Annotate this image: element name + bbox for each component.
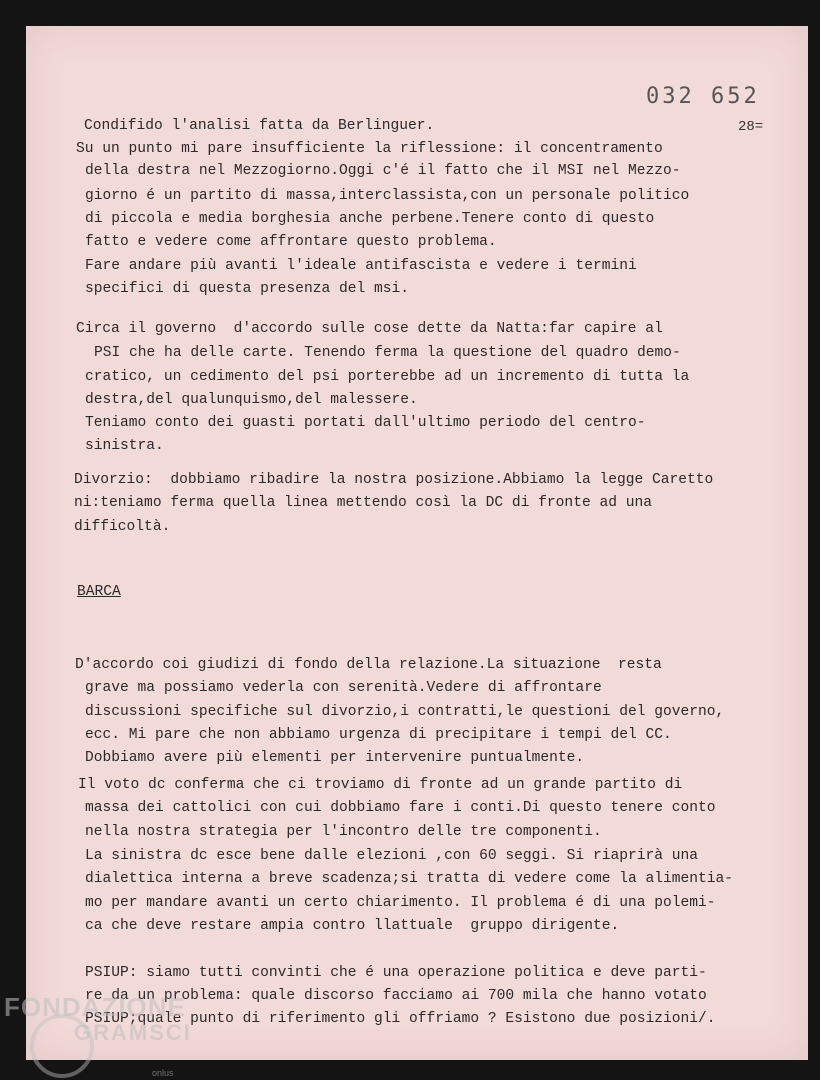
fondazione-gramsci-watermark bbox=[0, 988, 200, 1080]
text-line: Il voto dc conferma che ci troviamo di fronte ad un grande partito di bbox=[78, 777, 683, 793]
text-line: mo per mandare avanti un certo chiarimento. Il problema é di una polemi- bbox=[85, 895, 716, 911]
text-line: PSI che ha delle carte. Tenendo ferma la questione del quadro demo- bbox=[94, 345, 681, 361]
text-line: La sinistra dc esce bene dalle elezioni ,con 60 seggi. Si riaprirà una bbox=[85, 848, 699, 864]
document-page bbox=[26, 26, 808, 1060]
page-number: 28= bbox=[738, 119, 764, 135]
text-line: difficoltà. bbox=[74, 519, 171, 535]
text-line: Divorzio: dobbiamo ribadire la nostra posizione.Abbiamo la legge Caretto bbox=[74, 472, 714, 488]
text-line: dialettica interna a breve scadenza;si tratta di vedere come la alimentia- bbox=[85, 871, 734, 887]
text-line: fatto e vedere come affrontare questo problema. bbox=[85, 234, 497, 250]
text-line: destra,del qualunquismo,del malessere. bbox=[85, 392, 418, 408]
text-line: Dobbiamo avere più elementi per intervenire puntualmente. bbox=[85, 750, 585, 766]
text-line: Condifido l'analisi fatta da Berlinguer. bbox=[84, 118, 435, 134]
text-line: discussioni specifiche sul divorzio,i contratti,le questioni del governo, bbox=[85, 704, 725, 720]
text-line: giorno é un partito di massa,interclassista,con un personale politico bbox=[85, 188, 690, 204]
text-line: Circa il governo d'accordo sulle cose dette da Natta:far capire al bbox=[76, 321, 663, 337]
archive-stamp: 032 652 bbox=[646, 84, 760, 109]
text-line: PSIUP: siamo tutti convinti che é una operazione politica e deve parti- bbox=[85, 965, 707, 981]
watermark-line-2: GRAMSCI bbox=[74, 1020, 192, 1045]
watermark-line-1: FONDAZIONE bbox=[4, 992, 186, 1022]
text-line: specifici di questa presenza del msi. bbox=[85, 281, 410, 297]
text-line: D'accordo coi giudizi di fondo della relazione.La situazione resta bbox=[75, 657, 662, 673]
text-line: PSIUP;quale punto di riferimento gli offriamo ? Esistono due posizioni/. bbox=[85, 1011, 716, 1027]
text-line: di piccola e media borghesia anche perbene.Tenere conto di questo bbox=[85, 211, 655, 227]
text-line: grave ma possiamo vederla con serenità.Vedere di affrontare bbox=[85, 680, 602, 696]
text-line: ca che deve restare ampia contro llattuale gruppo dirigente. bbox=[85, 918, 620, 934]
section-heading: BARCA bbox=[77, 584, 121, 600]
text-line: nella nostra strategia per l'incontro delle tre componenti. bbox=[85, 824, 602, 840]
text-line: cratico, un cedimento del psi porterebbe ad un incremento di tutta la bbox=[85, 369, 690, 385]
text-line: sinistra. bbox=[85, 438, 164, 454]
text-line: Su un punto mi pare insufficiente la riflessione: il concentramento bbox=[76, 141, 663, 157]
text-line: ni:teniamo ferma quella linea mettendo così la DC di fronte ad una bbox=[74, 495, 653, 511]
text-line: Teniamo conto dei guasti portati dall'ultimo periodo del centro- bbox=[85, 415, 646, 431]
text-line: della destra nel Mezzogiorno.Oggi c'é il fatto che il MSI nel Mezzo- bbox=[85, 163, 681, 179]
text-line: ecc. Mi pare che non abbiamo urgenza di precipitare i tempi del CC. bbox=[85, 727, 672, 743]
text-line: Fare andare più avanti l'ideale antifascista e vedere i termini bbox=[85, 258, 637, 274]
text-line: massa dei cattolici con cui dobbiamo fare i conti.Di questo tenere conto bbox=[85, 800, 716, 816]
text-line: re da un problema: quale discorso facciamo ai 700 mila che hanno votato bbox=[85, 988, 707, 1004]
watermark-line-3: onlus bbox=[152, 1068, 174, 1078]
